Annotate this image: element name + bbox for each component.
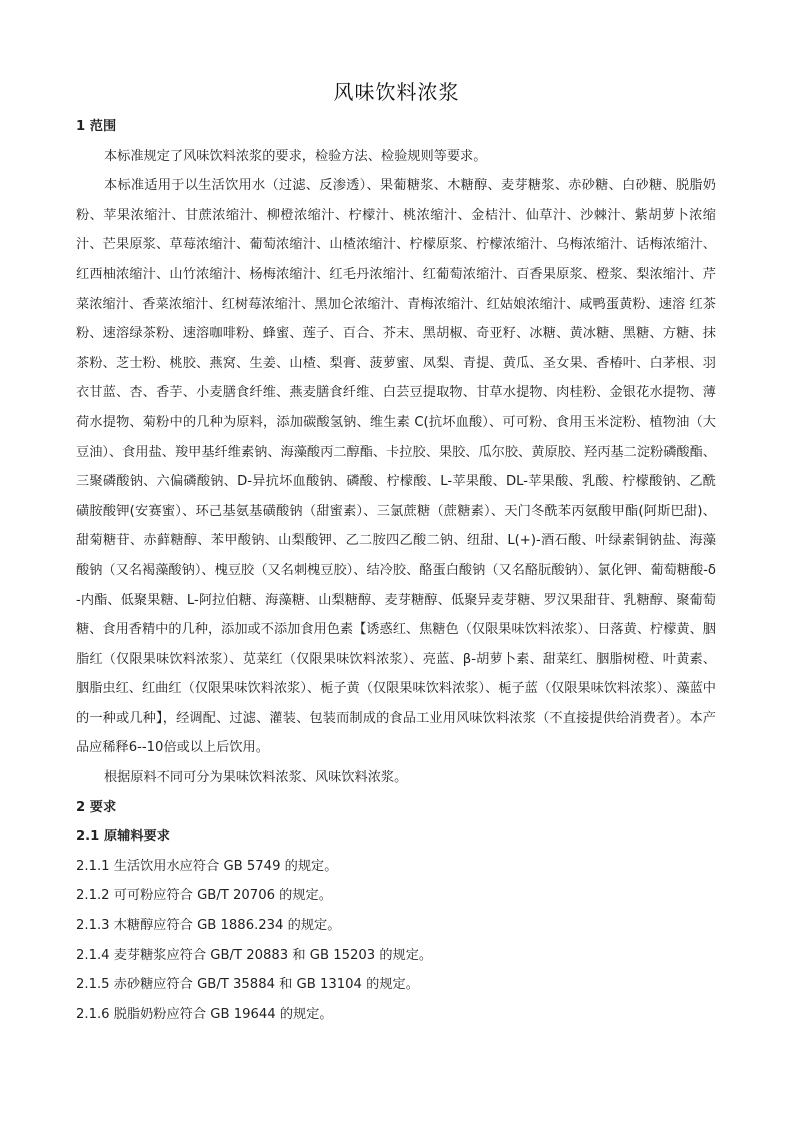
document-body [76, 112, 716, 1029]
clause-2-1-6: 2.1.6 脱脂奶粉应符合 GB 19644 的规定。 [76, 1006, 333, 1022]
section-2-heading: 2 要求 [76, 799, 117, 815]
scope-paragraph-1: 本标准规定了风味饮料浓浆的要求，检验方法、检验规则等要求。 [104, 148, 487, 164]
scope-paragraph-3: 根据原料不同可分为果味饮料浓浆、风味饮料浓浆。 [104, 770, 408, 786]
clause-2-1-5: 2.1.5 赤砂糖应符合 GB/T 35884 和 GB 13104 的规定。 [76, 977, 419, 993]
clause-2-1-4: 2.1.4 麦芽糖浆应符合 GB/T 20883 和 GB 15203 的规定。 [76, 947, 433, 963]
clause-2-1-1: 2.1.1 生活饮用水应符合 GB 5749 的规定。 [76, 858, 338, 874]
clause-2-1-2: 2.1.2 可可粉应符合 GB/T 20706 的规定。 [76, 888, 332, 904]
scope-paragraph-2: 本标准适用于以生活饮用水（过滤、反渗透）、果葡糖浆、木糖醇、麦芽糖浆、赤砂糖、白砂糖、脱脂奶粉、苹果浓缩汁、甘蔗浓缩汁、柳橙浓缩汁、柠檬汁、桃浓缩汁、金桔汁、仙草汁、沙棘汁、紫胡萝卜浓缩汁、芒果原浆、草莓浓缩汁、葡萄浓缩汁、山楂浓缩汁、柠檬原浆、柠檬浓缩汁、乌梅浓缩汁、话梅浓缩汁、红西柚浓缩汁、山竹浓缩汁、杨梅浓缩汁、红毛丹浓缩汁、红葡萄浓缩汁、百香果原浆、橙浆、梨浓缩汁、芹菜浓缩汁、香菜浓缩汁、红树莓浓缩汁、黑加仑浓缩汁、青梅浓缩汁、红姑娘浓缩汁、咸鸭蛋黄粉、速溶 红茶粉、速溶绿茶粉、速溶咖啡粉、蜂蜜、莲子、百合、芥末、黑胡椒、奇亚籽、冰糖、黄冰糖、黑糖、方糖、抹茶粉、芝士粉、桃胶、燕窝、生姜、山楂、梨膏、菠萝蜜、凤梨、青提、黄瓜、圣女果、香椿叶、白茅根、羽衣甘蓝、杏、香芋、小麦膳食纤维、燕麦膳食纤维、白芸豆提取物、甘草水提物、肉桂粉、金银花水提物、薄荷水提物、菊粉中的几种为原料，添加碳酸氢钠、维生素 C(抗坏血酸）、可可粉、食用玉米淀粉、植物油（大豆油）、食用盐、羧甲基纤维素钠、海藻酸丙二醇酯、卡拉胶、果胶、瓜尔胶、黄原胶、羟丙基二淀粉磷酸酯、三聚磷酸钠、六偏磷酸钠、D-异抗坏血酸钠、磷酸、柠檬酸、L-苹果酸、DL-苹果酸、乳酸、柠檬酸钠、乙酰磺胺酸钾(安赛蜜）、环己基氨基磺酸钠（甜蜜素）、三氯蔗糖（蔗糖素）、天门冬酰苯丙氨酸甲酯(阿斯巴甜)、甜菊糖苷、赤藓糖醇、苯甲酸钠、山梨酸钾、乙二胺四乙酸二钠、纽甜、L(+)-酒石酸、叶绿素铜钠盐、海藻酸钠（又名褐藻酸钠）、槐豆胶（又名刺槐豆胶）、结冷胶、酪蛋白酸钠（又名酪朊酸钠）、氯化钾、葡萄糖酸-δ-内酯、低聚果糖、L-阿拉伯糖、海藻糖、山梨糖醇、麦芽糖醇、低聚异麦芽糖、罗汉果甜苷、乳糖醇、聚葡萄糖、食用香精中的几种，添加或不添加食用色素【诱惑红、焦糖色（仅限果味饮料浓浆）、日落黄、柠檬黄、胭脂红（仅限果味饮料浓浆）、苋菜红（仅限果味饮料浓浆）、亮蓝、β-胡萝卜素、甜菜红、胭脂树橙、叶黄素、胭脂虫红、红曲红（仅限果味饮料浓浆）、栀子黄（仅限果味饮料浓浆）、栀子蓝（仅限果味饮料浓浆）、藻蓝中的一种或几种】，经调配、过滤、灌装、包装而制成的食品工业用风味饮料浓浆（不直接提供给消费者）。本产品应稀释6--10倍或以上后饮用。 [76, 178, 716, 756]
section-1-heading: 1 范围 [76, 119, 117, 134]
section-2-1-heading: 2.1 原辅料要求 [76, 829, 170, 845]
document-title: 风味饮料浓浆 [333, 80, 460, 104]
clause-2-1-3: 2.1.3 木糖醇应符合 GB 1886.234 的规定。 [76, 918, 341, 934]
